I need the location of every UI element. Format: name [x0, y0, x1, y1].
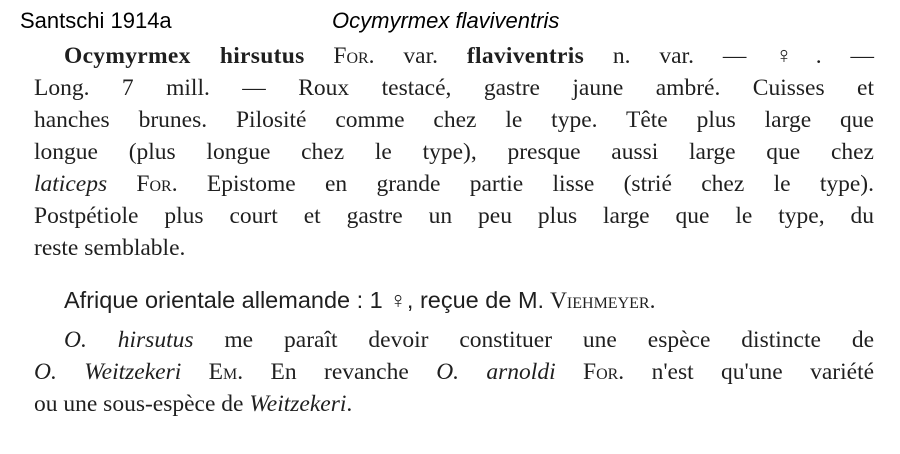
author-abbrev: Em.	[208, 359, 244, 385]
species-laticeps: laticeps	[34, 171, 108, 197]
variety-prefix: var.	[403, 43, 438, 69]
locality-paragraph	[34, 284, 874, 317]
locality-line: Afrique orientale allemande : 1 ♀, reçue de M. Viehmeyer.	[64, 287, 656, 314]
author-abbrev: For.	[333, 43, 375, 69]
remarks-paragraph	[34, 324, 874, 420]
description-line-2: Long. 7 mill. — Roux testacé, gastre jaune ambré. Cuisses et	[34, 75, 874, 101]
description-paragraph	[34, 40, 874, 264]
collector-name: Viehmeyer.	[549, 288, 656, 314]
remarks-line-1: O. hirsutus me paraît devoir constituer une espèce distincte de	[64, 327, 874, 353]
description-line-6: Postpétiole plus court et gastre un peu plus large que le type, du	[34, 203, 874, 229]
description-line-1	[34, 40, 874, 72]
author-abbrev: For.	[136, 171, 178, 197]
taxon-arnoldi: O. arnoldi	[436, 359, 556, 385]
description-line-3: hanches brunes. Pilosité comme chez le type. Tête plus large que	[34, 107, 874, 133]
remarks-line-3: ou une sous-espèce de Weitzekeri.	[34, 391, 353, 417]
status-text: n. var. — ♀. —	[612, 43, 875, 69]
species-name: Ocymyrmex hirsutus	[64, 43, 305, 69]
description-line-5: laticeps For. Epistome en grande partie lisse (strié chez le type).	[34, 171, 874, 197]
author-abbrev: For.	[583, 359, 625, 385]
description-line-7: reste semblable.	[34, 235, 186, 261]
reference-label: Santschi 1914a	[20, 8, 172, 33]
description-line-4: longue (plus longue chez le type), presque aussi large que chez	[34, 139, 874, 165]
variety-name: flaviventris	[466, 43, 585, 69]
taxon-hirsutus: O. hirsutus	[64, 327, 194, 353]
taxon-label: Ocymyrmex flaviventris	[332, 8, 560, 33]
remarks-line-2: O. Weitzekeri Em. En revanche O. arnoldi For. n'est qu'une variété	[34, 359, 875, 385]
taxon-weitzekeri: O. Weitzekeri	[34, 359, 182, 385]
taxon-weitzekeri-short: Weitzekeri	[249, 391, 347, 417]
